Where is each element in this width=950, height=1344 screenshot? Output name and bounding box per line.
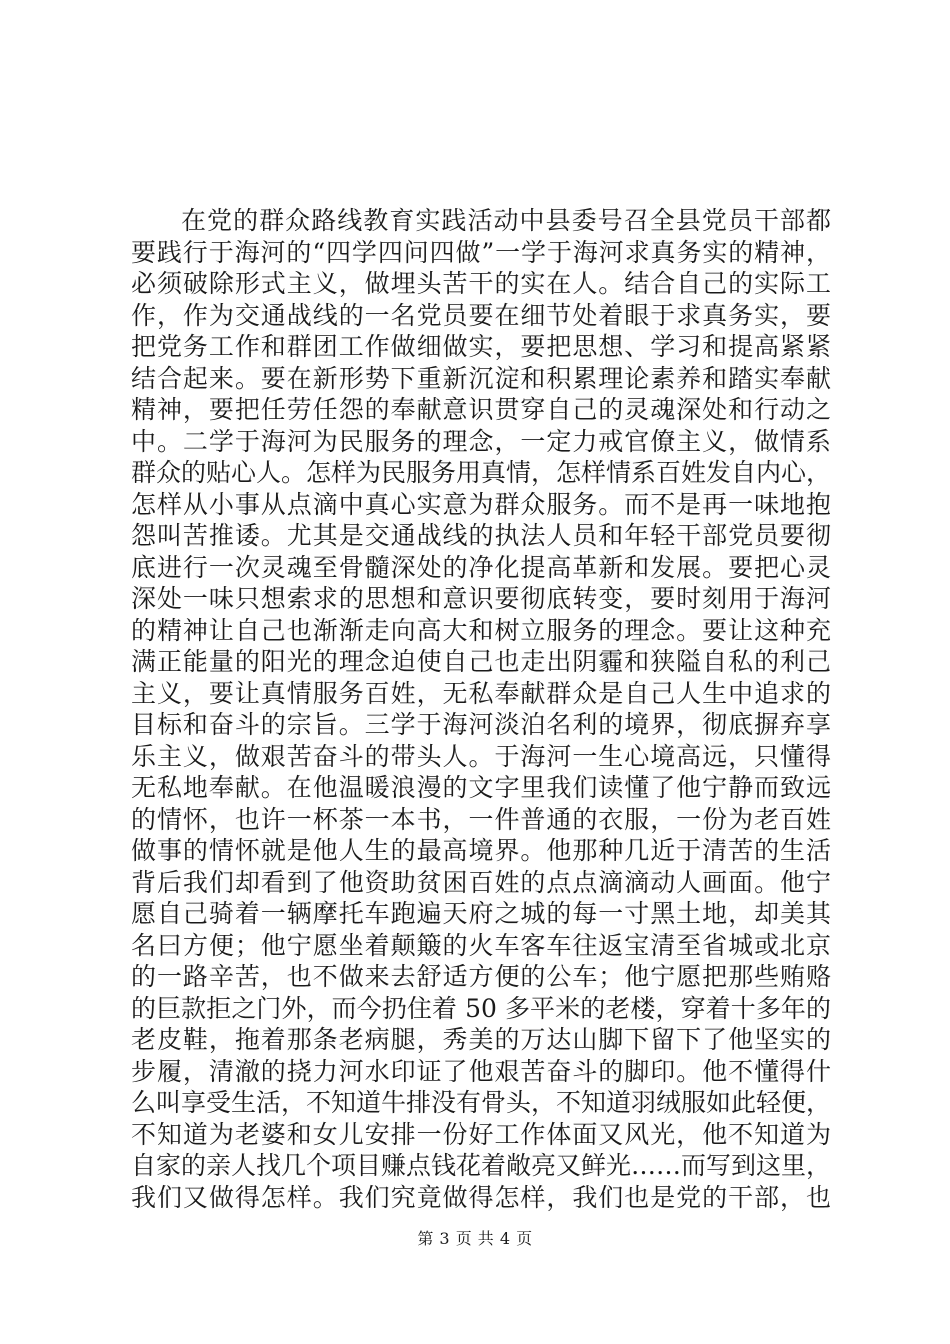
paragraph-line: 么叫享受生活，不知道牛排没有骨头，不知道羽绒服如此轻便，	[131, 1088, 832, 1117]
paragraph-line: 的巨款拒之门外，而今扔住着 50 多平米的老楼，穿着十多年的	[131, 993, 831, 1023]
paragraph-line: 的情怀，也许一杯茶一本书，一件普通的衣服，一份为老百姓	[131, 804, 831, 834]
paragraph-line: 老皮鞋，拖着那条老病腿，秀美的万达山脚下留下了他坚实的	[131, 1025, 831, 1054]
paragraph-line: 名曰方便；他宁愿坐着颠簸的火车客车往返宝清至省城或北京	[131, 930, 831, 960]
paragraph-line: 做事的情怀就是他人生的最高境界。他那种几近于清苦的生活	[131, 836, 831, 865]
paragraph-line: 乐主义，做艰苦奋斗的带头人。于海河一生心境高远，只懂得	[131, 741, 831, 771]
paragraph-line: 的一路辛苦，也不做来去舒适方便的公车；他宁愿把那些贿赂	[131, 962, 831, 991]
paragraph-line: 步履，清澈的挠力河水印证了他艰苦奋斗的脚印。他不懂得什	[131, 1056, 831, 1086]
paragraph-line: 必须破除形式主义，做埋头苦干的实在人。结合自己的实际工	[131, 269, 831, 298]
paragraph-line: 要践行于海河的“四学四问四做”一学于海河求真务实的精神，	[131, 237, 831, 267]
body-paragraph	[131, 205, 831, 1213]
paragraph-line: 中。二学于海河为民服务的理念，一定力戒官僚主义，做情系	[131, 426, 831, 456]
paragraph-line: 怨叫苦推诿。尤其是交通战线的执法人员和年轻干部党员要彻	[131, 521, 831, 550]
paragraph-line: 无私地奉献。在他温暖浪漫的文字里我们读懂了他宁静而致远	[131, 773, 831, 802]
paragraph-line: 我们又做得怎样。我们究竟做得怎样，我们也是党的干部，也	[131, 1182, 831, 1212]
paragraph-line: 主义，要让真情服务百姓，无私奉献群众是自己人生中追求的	[131, 678, 831, 708]
paragraph-line: 背后我们却看到了他资助贫困百姓的点点滴滴动人画面。他宁	[131, 867, 831, 897]
paragraph-line: 愿自己骑着一辆摩托车跑遍天府之城的每一寸黑土地，却美其	[131, 899, 831, 928]
paragraph-line: 把党务工作和群团工作做细做实，要把思想、学习和提高紧紧	[131, 332, 831, 361]
paragraph-line: 的精神让自己也渐渐走向高大和树立服务的理念。要让这种充	[131, 615, 831, 645]
paragraph-line: 深处一味只想索求的思想和意识要彻底转变，要时刻用于海河	[131, 584, 831, 613]
paragraph-line: 怎样从小事从点滴中真心实意为群众服务。而不是再一味地抱	[131, 489, 831, 519]
paragraph-line: 在党的群众路线教育实践活动中县委号召全县党员干部都	[181, 206, 831, 235]
paragraph-line: 自家的亲人找几个项目赚点钱花着敞亮又鲜光……而写到这里，	[131, 1151, 832, 1180]
paragraph-line: 底进行一次灵魂至骨髓深处的净化提高革新和发展。要把心灵	[131, 552, 831, 582]
paragraph-line: 作，作为交通战线的一名党员要在细节处着眼于求真务实，要	[131, 300, 831, 330]
paragraph-line: 目标和奋斗的宗旨。三学于海河淡泊名利的境界，彻底摒弃享	[131, 710, 831, 739]
paragraph-line: 群众的贴心人。怎样为民服务用真情，怎样情系百姓发自内心，	[131, 458, 832, 487]
paragraph-line: 不知道为老婆和女儿安排一份好工作体面又风光，他不知道为	[131, 1119, 831, 1149]
paragraph-line: 结合起来。要在新形势下重新沉淀和积累理论素养和踏实奉献	[131, 363, 831, 393]
paragraph-line: 满正能量的阳光的理念迫使自己也走出阴霾和狭隘自私的利己	[131, 647, 831, 676]
page-footer: 第 3 页 共 4 页	[417, 1229, 533, 1248]
paragraph-line: 精神，要把任劳任怨的奉献意识贯穿自己的灵魂深处和行动之	[131, 395, 831, 424]
